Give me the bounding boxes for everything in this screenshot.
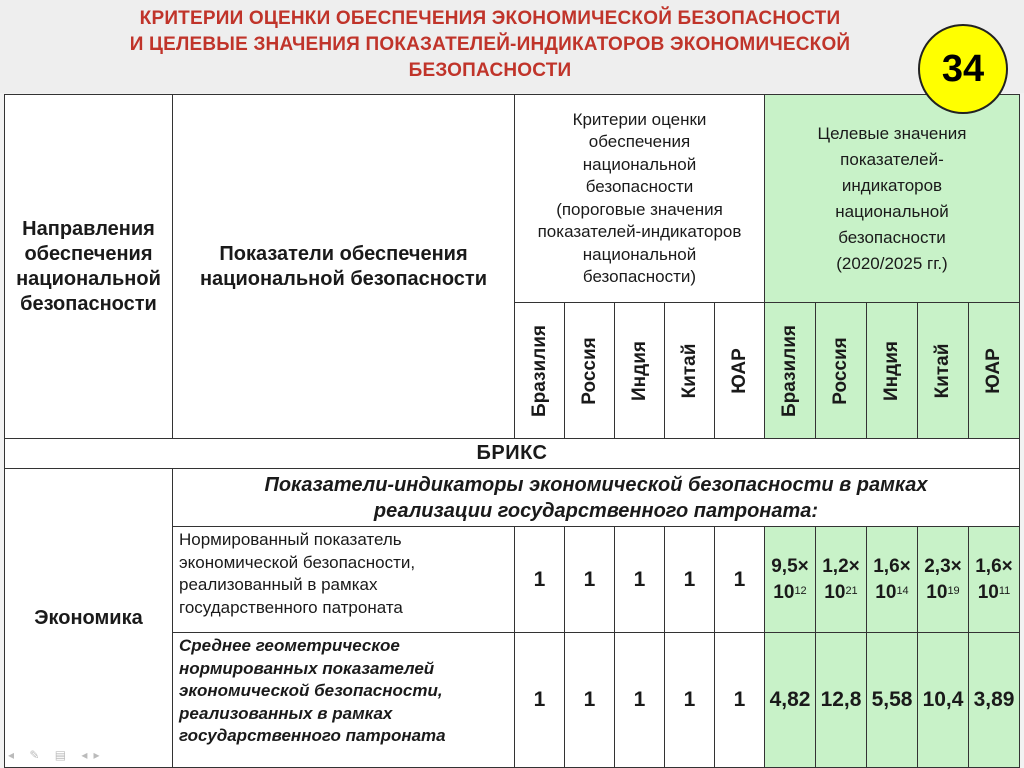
indicator-line: реализованный в рамках: [179, 575, 378, 594]
criteria-header-line: национальной: [582, 154, 697, 174]
criteria-value: 1: [665, 527, 715, 633]
title-line-3: БЕЗОПАСНОСТИ: [408, 60, 572, 81]
title-line-1: КРИТЕРИИ ОЦЕНКИ ОБЕСПЕЧЕНИЯ ЭКОНОМИЧЕСКОЙ БЕЗОПАСНОСТИ: [139, 8, 841, 29]
targets-header-line: национальной: [835, 201, 949, 221]
target-mantissa: 1,2×: [822, 555, 860, 577]
country-label: Россия: [578, 336, 600, 405]
section-heading-line: реализации государственного патроната:: [373, 499, 819, 522]
country-label: Индия: [881, 340, 902, 401]
target-value: 5,58: [867, 633, 918, 768]
target-value: [867, 527, 918, 633]
target-mantissa: 1,6×: [975, 555, 1013, 577]
target-value: [816, 527, 867, 633]
indicators-header: [173, 95, 515, 439]
indicators-header-line: национальной безопасности: [199, 267, 488, 290]
criteria-header-line: Критерии оценки: [572, 109, 707, 129]
criteria-value: 1: [565, 527, 615, 633]
targets-header-line: Целевые значения: [817, 123, 967, 143]
target-value: [969, 527, 1020, 633]
directions-header-line: обеспечения: [24, 242, 153, 265]
criteria-header: [515, 95, 765, 303]
directions-header: [5, 95, 173, 439]
country-label: Китай: [678, 343, 700, 398]
slide-controls[interactable]: ◂ ✎ ▤ ◂▸: [8, 748, 106, 762]
indicator-line: экономической безопасности,: [179, 681, 443, 700]
target-value: 4,82: [765, 633, 816, 768]
target-power: [765, 580, 815, 606]
target-mantissa: 9,5×: [771, 555, 809, 577]
target-base: 10: [773, 581, 795, 603]
criteria-header-line: безопасности: [585, 177, 694, 196]
section-heading: [173, 469, 1020, 527]
target-mantissa: 1,6×: [873, 555, 911, 577]
criteria-value: 1: [565, 633, 615, 768]
target-exponent: 19: [947, 584, 960, 597]
country-label: Индия: [628, 340, 650, 401]
country-label: ЮАР: [983, 347, 1004, 394]
criteria-header-line: показателей-индикаторов: [537, 222, 742, 241]
criteria-header-line: безопасности): [582, 267, 697, 286]
target-value: [765, 527, 816, 633]
target-power: [816, 580, 866, 606]
target-country-russia: [816, 303, 867, 439]
country-label: ЮАР: [728, 347, 750, 394]
indicator-line: нормированных показателей: [179, 658, 435, 678]
indicator-line: государственного патроната: [179, 597, 403, 617]
target-value: 3,89: [969, 633, 1020, 768]
target-power: [918, 580, 968, 606]
indicator-geometric-mean: [173, 633, 515, 768]
criteria-country-india: [615, 303, 665, 439]
targets-header-line: безопасности: [838, 227, 946, 247]
slide-title: [40, 6, 940, 84]
slide-header: [0, 0, 1024, 93]
indicator-normalized: [173, 527, 515, 633]
title-line-2: И ЦЕЛЕВЫЕ ЗНАЧЕНИЯ ПОКАЗАТЕЛЕЙ-ИНДИКАТОРОВ ЭКОНОМИЧЕСКОЙ: [129, 34, 851, 55]
criteria-value: 1: [615, 633, 665, 768]
target-base: 10: [926, 581, 948, 603]
criteria-header-line: обеспечения: [588, 132, 691, 151]
direction-economy: Экономика: [5, 469, 173, 768]
indicator-line: реализованных в рамках: [179, 703, 393, 723]
targets-header: [765, 95, 1020, 303]
group-label-brics: БРИКС: [5, 439, 1020, 469]
criteria-country-sar: [715, 303, 765, 439]
indicator-line: Среднее геометрическое: [179, 636, 400, 655]
target-country-china: [918, 303, 969, 439]
indicators-header-line: Показатели обеспечения: [219, 242, 468, 265]
target-country-india: [867, 303, 918, 439]
target-exponent: 21: [845, 584, 858, 597]
targets-header-line: (2020/2025 гг.): [836, 253, 948, 273]
target-exponent: 14: [896, 584, 909, 597]
criteria-table: [4, 94, 1020, 768]
target-base: 10: [875, 581, 897, 603]
target-exponent: 11: [998, 584, 1011, 597]
target-exponent: 12: [794, 584, 807, 597]
targets-header-line: показателей-: [840, 149, 944, 169]
criteria-country-china: [665, 303, 715, 439]
indicator-line: государственного патроната: [179, 726, 446, 745]
criteria-value: 1: [515, 633, 565, 768]
directions-header-line: Направления: [22, 217, 155, 240]
criteria-value: 1: [715, 527, 765, 633]
target-base: 10: [977, 581, 999, 603]
criteria-country-russia: [565, 303, 615, 439]
target-power: [969, 580, 1019, 606]
target-value: 12,8: [816, 633, 867, 768]
criteria-value: 1: [515, 527, 565, 633]
target-power: [867, 580, 917, 606]
directions-header-line: безопасности: [20, 292, 157, 315]
country-label: Китай: [932, 343, 953, 398]
target-value: [918, 527, 969, 633]
criteria-value: 1: [715, 633, 765, 768]
criteria-value: 1: [615, 527, 665, 633]
target-country-brazil: [765, 303, 816, 439]
targets-header-line: индикаторов: [841, 175, 943, 195]
criteria-header-line: национальной: [582, 244, 697, 264]
criteria-value: 1: [665, 633, 715, 768]
section-heading-line: Показатели-индикаторы экономической безопасности в рамках: [264, 473, 928, 496]
country-label: Бразилия: [528, 324, 550, 417]
directions-header-line: национальной: [16, 267, 161, 290]
criteria-header-line: (пороговые значения: [556, 199, 723, 219]
target-value: 10,4: [918, 633, 969, 768]
country-label: Бразилия: [779, 324, 800, 417]
country-label: Россия: [830, 336, 851, 405]
target-mantissa: 2,3×: [924, 555, 962, 577]
target-country-sar: [969, 303, 1020, 439]
indicator-line: Нормированный показатель: [179, 530, 402, 549]
target-base: 10: [824, 581, 846, 603]
page-number-badge: 34: [918, 24, 1008, 114]
criteria-country-brazil: [515, 303, 565, 439]
indicator-line: экономической безопасности,: [179, 552, 416, 572]
